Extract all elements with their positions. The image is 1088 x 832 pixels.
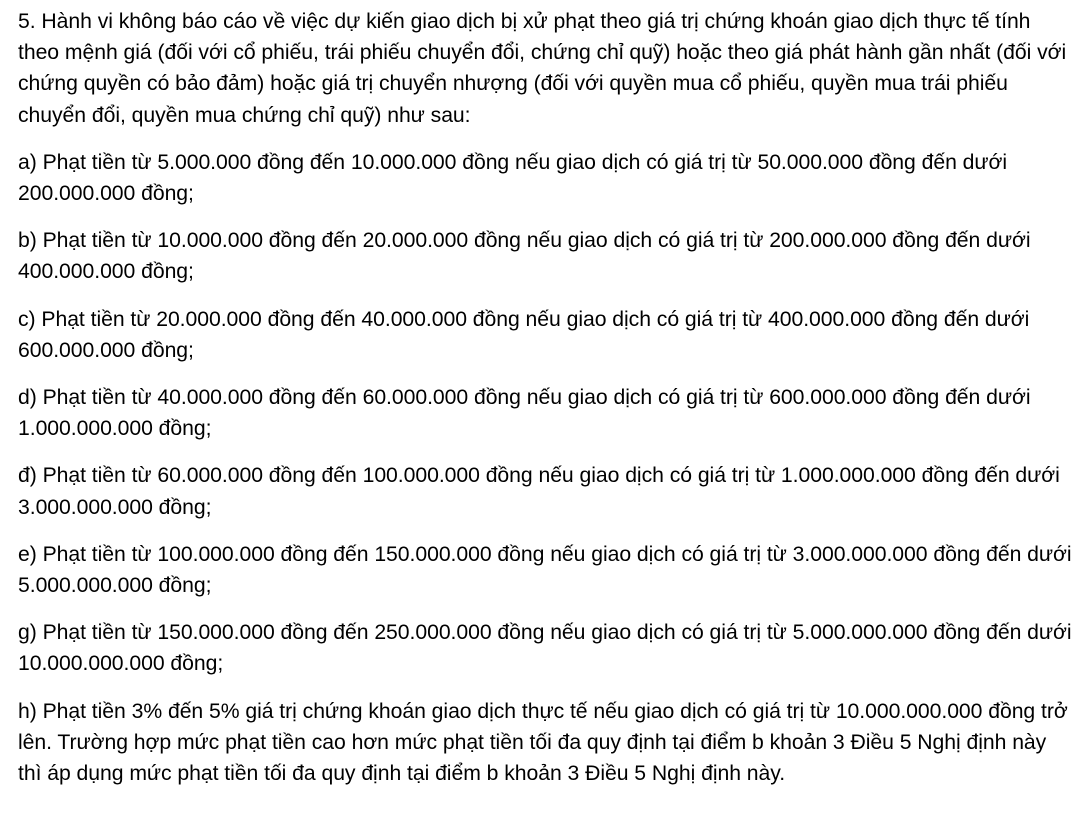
clause-b: b) Phạt tiền từ 10.000.000 đồng đến 20.000.000 đồng nếu giao dịch có giá trị từ 200.000.000 đồng đến dưới 400.000.000 đồng; (18, 229, 1031, 284)
clause-a: a) Phạt tiền từ 5.000.000 đồng đến 10.000.000 đồng nếu giao dịch có giá trị từ 50.000.000 đồng đến dưới 200.000.000 đồng; (18, 150, 1008, 206)
clause-dd: đ) Phạt tiền từ 60.000.000 đồng đến 100.000.000 đồng nếu giao dịch có giá trị từ 1.000.000.000 đồng đến dưới 3.000.000.000 đồng; (18, 464, 1060, 519)
clause-h: h) Phạt tiền 3% đến 5% giá trị chứng khoán giao dịch thực tế nếu giao dịch có giá trị từ 10.000.000.000 đồng trở lên. Trường hợp mức phạt tiền cao hơn mức phạt tiền tối đa quy định tại điểm b khoản 3 Điều 5 Nghị định này thì áp dụng mức phạt tiền tối đa quy định tại điểm b khoản 3 Điều 5 Nghị định này. (18, 699, 1068, 786)
clause-g: g) Phạt tiền từ 150.000.000 đồng đến 250.000.000 đồng nếu giao dịch có giá trị từ 5.000.000.000 đồng đến dưới 10.000.000.000 đồng; (18, 621, 1072, 676)
clause-e: e) Phạt tiền từ 100.000.000 đồng đến 150.000.000 đồng nếu giao dịch có giá trị từ 3.000.000.000 đồng đến dưới 5.000.000.000 đồng; (18, 542, 1072, 598)
clause-c: c) Phạt tiền từ 20.000.000 đồng đến 40.000.000 đồng nếu giao dịch có giá trị từ 400.000.000 đồng đến dưới 600.000.000 đồng; (18, 307, 1030, 362)
clause-d: d) Phạt tiền từ 40.000.000 đồng đến 60.000.000 đồng nếu giao dịch có giá trị từ 600.000.000 đồng đến dưới 1.000.000.000 đồng; (18, 386, 1031, 441)
intro-paragraph: 5. Hành vi không báo cáo về việc dự kiến giao dịch bị xử phạt theo giá trị chứng khoán giao dịch thực tế tính theo mệnh giá (đối với cổ phiếu, trái phiếu chuyển đổi, chứng chỉ quỹ) hoặc theo giá phát hành gần nhất (đối với chứng quyền có bảo đảm) hoặc giá trị chuyển nhượng (đối với quyền mua cổ phiếu, quyền mua trái phiếu chuyển đổi, quyền mua chứng chỉ quỹ) như sau: (18, 10, 1067, 127)
